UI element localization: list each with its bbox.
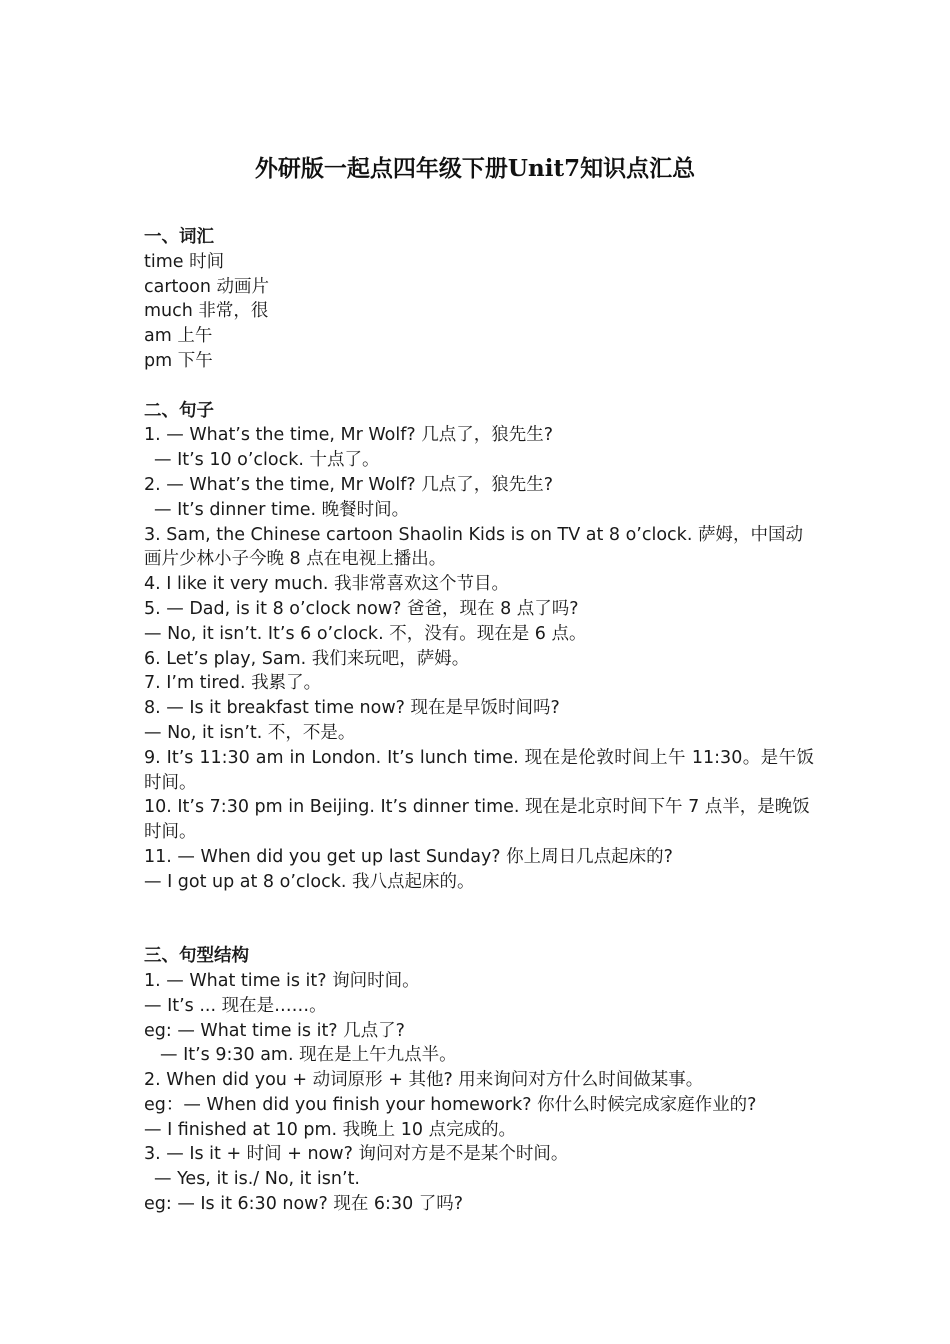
spacer [144, 895, 814, 945]
sentence-line: — No, it isn’t. 不，不是。 [144, 722, 356, 743]
structure-line: 3. — Is it + 时间 + now? 询问对方是不是某个时间。 [144, 1144, 569, 1165]
structure-line: eg: — Is it 6:30 now? 现在 6:30 了吗? [144, 1194, 464, 1215]
vocab-item: cartoon 动画片 [144, 276, 269, 297]
vocab-item: am 上午 [144, 326, 213, 347]
sentence-line: 8. — Is it breakfast time now? 现在是早饭时间吗? [144, 698, 560, 719]
sentence-line: — It’s 10 o’clock. 十点了。 [154, 450, 380, 471]
vocab-item: much 非常，很 [144, 301, 269, 322]
sentence-line: — No, it isn’t. It’s 6 o’clock. 不，没有。现在是 6 点。 [144, 623, 587, 644]
vocab-item: pm 下午 [144, 350, 213, 371]
sentence-line: — It’s dinner time. 晚餐时间。 [154, 499, 410, 520]
spacer [144, 374, 814, 399]
structure-line: — I finished at 10 pm. 我晚上 10 点完成的。 [144, 1119, 517, 1140]
structure-line: eg：— When did you finish your homework? 你什么时候完成家庭作业的? [144, 1094, 757, 1115]
sentence-line: 5. — Dad, is it 8 o’clock now? 爸爸，现在 8 点了吗? [144, 598, 579, 619]
page-title: 外研版一起点四年级下册Unit7知识点汇总 [254, 155, 696, 182]
document-body [144, 225, 814, 1217]
section-heading-sentences: 二、句子 [144, 400, 214, 421]
section-heading-structures: 三、句型结构 [144, 946, 249, 967]
section-heading-vocab: 一、词汇 [144, 227, 214, 247]
structure-line: — Yes, it is./ No, it isn’t. [154, 1169, 360, 1190]
structure-line: 2. When did you + 动词原形 + 其他? 用来询问对方什么时间做某事。 [144, 1070, 704, 1091]
sentence-line: 10. It’s 7:30 pm in Beijing. It’s dinner time. 现在是北京时间下午 7 点半，是晚饭时间。 [144, 797, 810, 843]
structure-line: 1. — What time is it? 询问时间。 [144, 970, 420, 991]
structure-line: — It’s 9:30 am. 现在是上午九点半。 [160, 1045, 457, 1066]
sentence-line: 11. — When did you get up last Sunday? 你上周日几点起床的? [144, 846, 673, 867]
structure-line: — It’s ... 现在是……。 [144, 995, 327, 1016]
sentence-line: 2. — What’s the time, Mr Wolf? 几点了，狼先生? [144, 474, 553, 495]
sentence-line: 6. Let’s play, Sam. 我们来玩吧，萨姆。 [144, 648, 470, 669]
structure-line: eg: — What time is it? 几点了? [144, 1020, 405, 1041]
sentence-line: 4. I like it very much. 我非常喜欢这个节目。 [144, 574, 510, 595]
sentence-line: 1. — What’s the time, Mr Wolf? 几点了，狼先生? [144, 425, 553, 446]
sentence-line: 3. Sam, the Chinese cartoon Shaolin Kids is on TV at 8 o’clock. 萨姆，中国动画片少林小子今晚 8 点在电视上播出。 [144, 524, 803, 570]
sentence-line: 7. I’m tired. 我累了。 [144, 673, 322, 694]
vocab-item: time 时间 [144, 251, 225, 272]
sentence-line: — I got up at 8 o’clock. 我八点起床的。 [144, 871, 475, 892]
sentence-line: 9. It’s 11:30 am in London. It’s lunch time. 现在是伦敦时间上午 11:30。是午饭时间。 [144, 747, 814, 793]
